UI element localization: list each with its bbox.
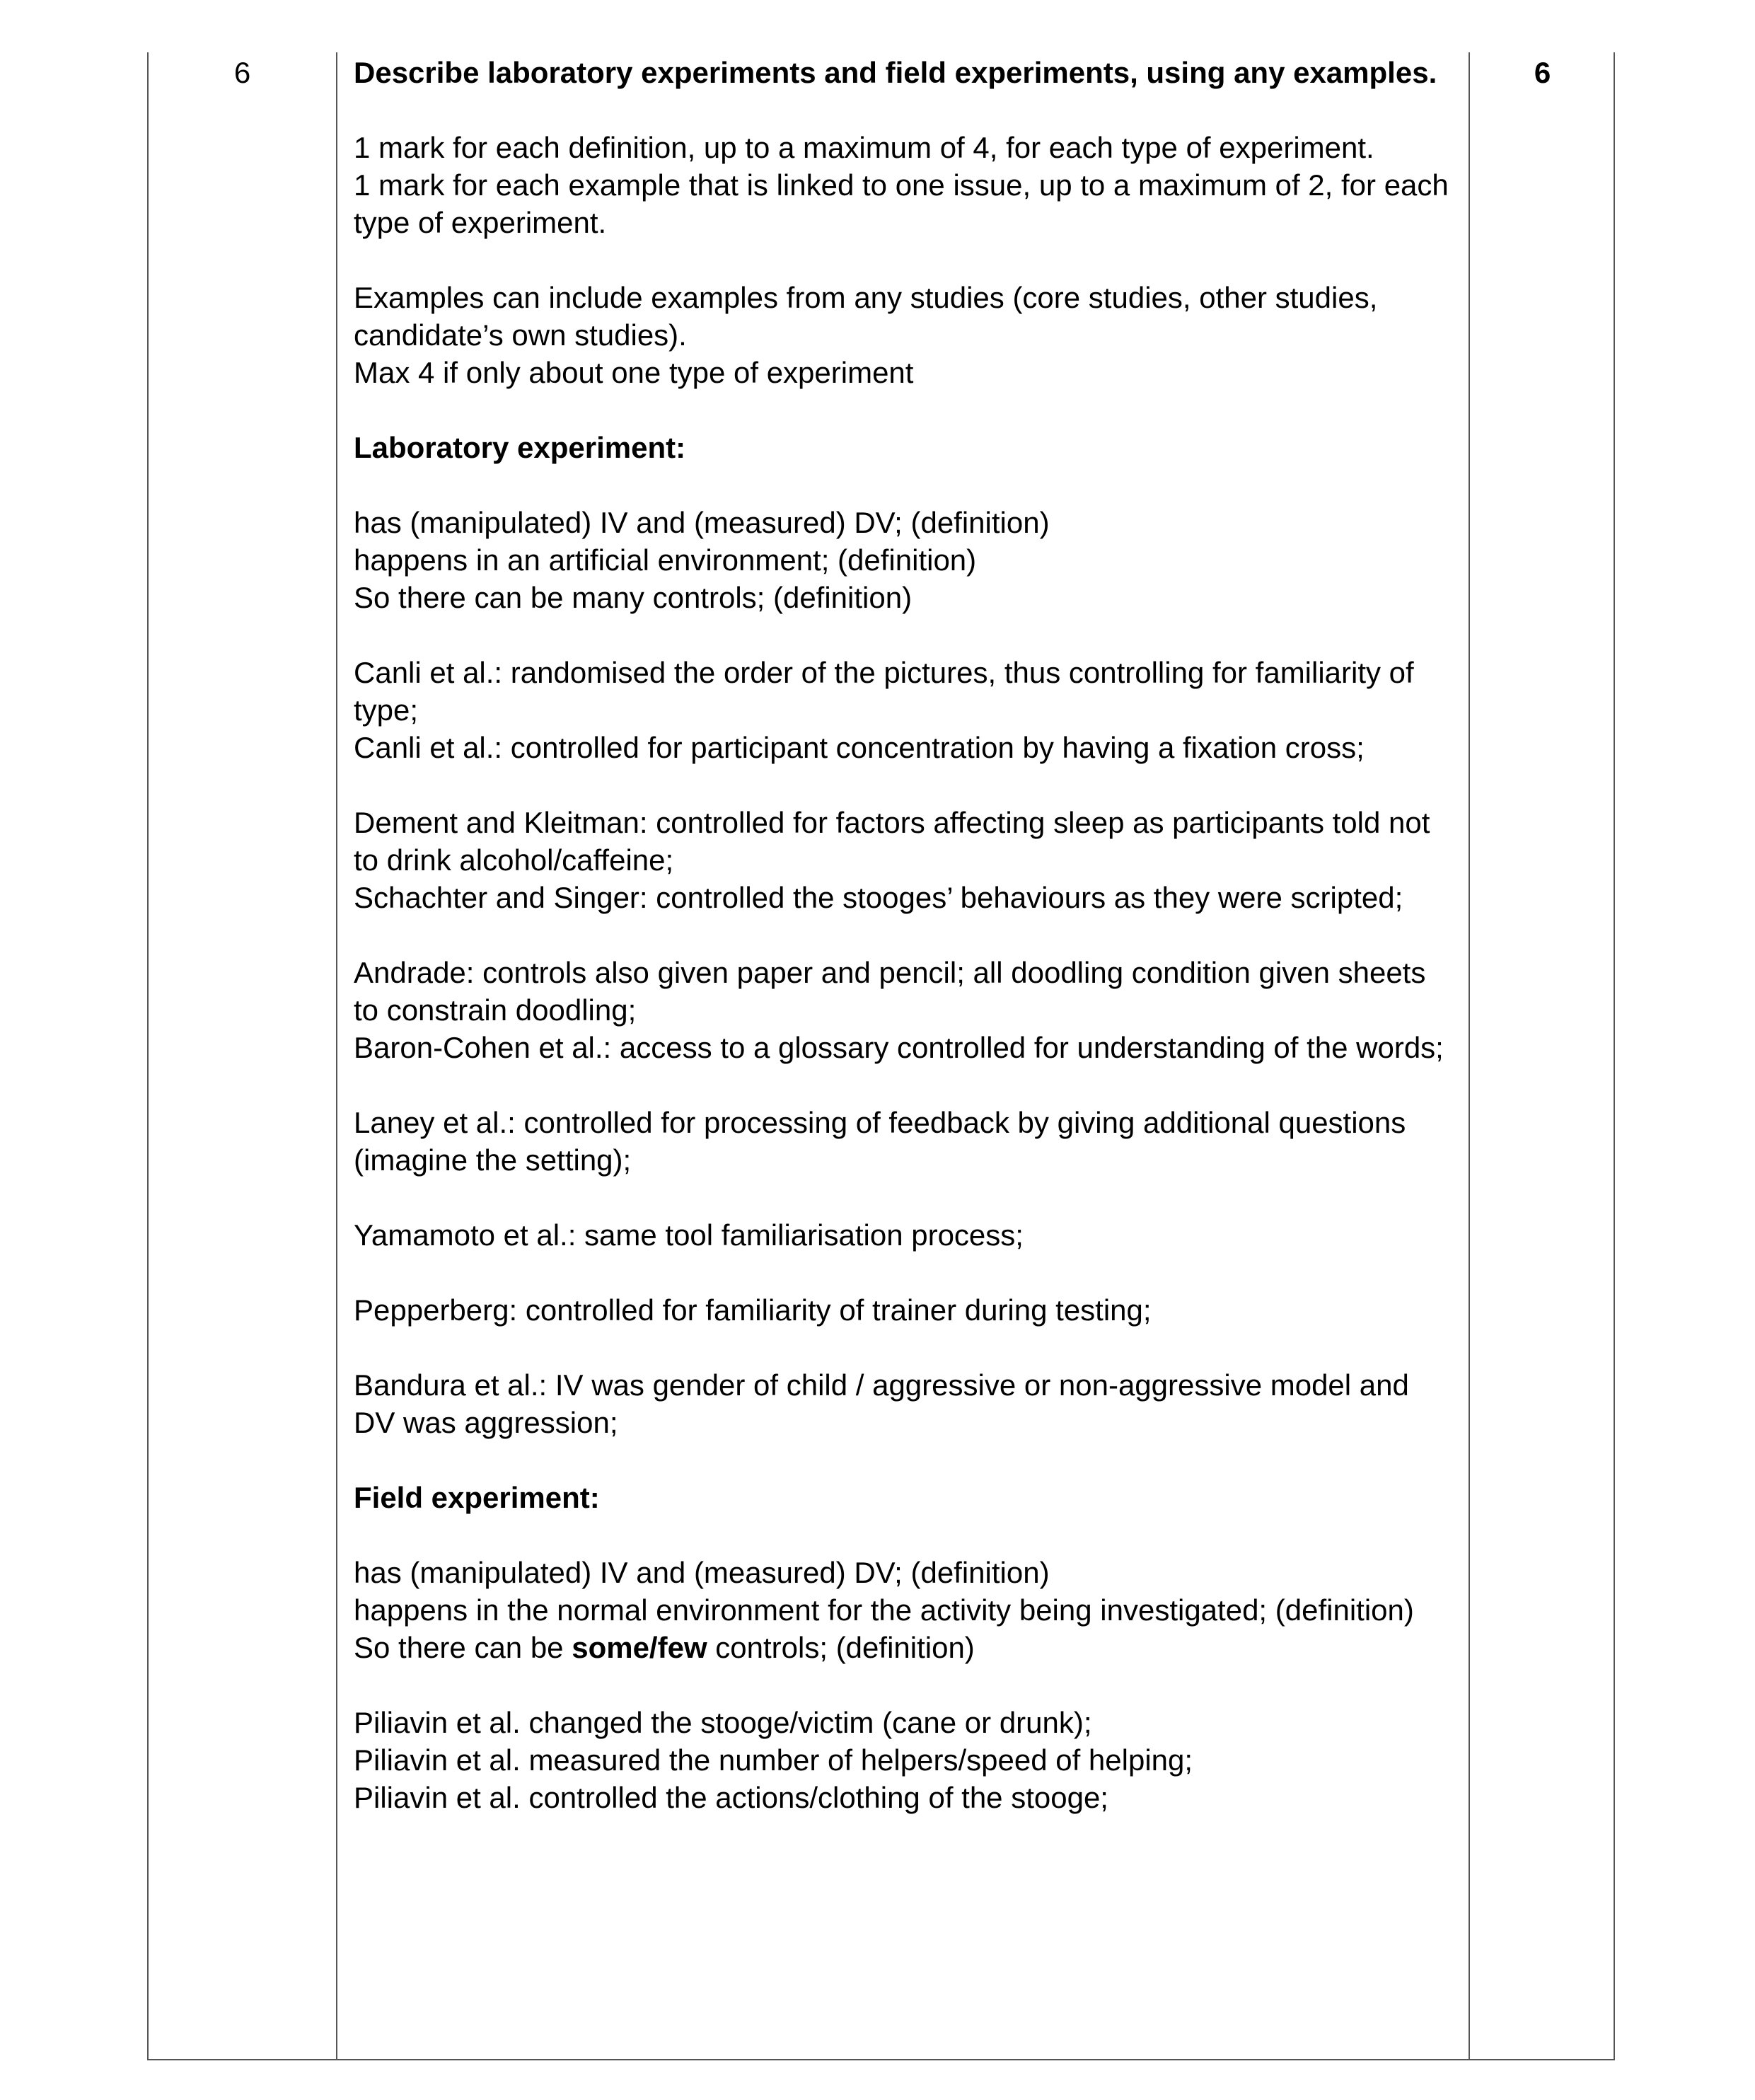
mark-scheme-table [147,52,1615,2060]
definition-emphasis: some/few [572,1631,707,1664]
example-line: Canli et al.: randomised the order of the pictures, thus controlling for familiarity of type; [354,656,1414,727]
lab-example-yamamoto: Yamamoto et al.: same tool familiarisation process; [354,1218,1024,1252]
guidance-line: 1 mark for each definition, up to a maximum of 4, for each type of experiment. [354,131,1374,164]
definition-text: So there can be [354,1631,572,1664]
definition-line [354,1631,975,1664]
lab-example-laney: Laney et al.: controlled for processing of feedback by giving additional questions (imagine the setting); [354,1106,1406,1177]
lab-examples-sleep-emotion [354,804,1457,916]
question-prompt: Describe laboratory experiments and field experiments, using any examples. [354,56,1437,89]
column-divider [336,52,337,2059]
answer-content [354,54,1457,1816]
lab-examples-andrade-baron-cohen [354,954,1457,1066]
lab-definitions [354,504,1457,616]
field-heading: Field experiment: [354,1481,600,1514]
guidance-line: 1 mark for each example that is linked to one issue, up to a maximum of 2, for each type of experiment. [354,168,1449,239]
definition-line: So there can be many controls; (definition) [354,581,913,614]
example-line: Piliavin et al. changed the stooge/victim (cane or drunk); [354,1706,1092,1739]
guidance-line: Max 4 if only about one type of experiment [354,356,914,389]
question-number: 6 [233,56,251,89]
example-line: Schachter and Singer: controlled the stooges’ behaviours as they were scripted; [354,881,1403,914]
lab-examples-canli [354,654,1457,766]
definition-line: has (manipulated) IV and (measured) DV; (definition) [354,1556,1050,1589]
example-line: Piliavin et al. measured the number of helpers/speed of helping; [354,1743,1193,1777]
marking-guidance [354,129,1457,241]
examples-guidance [354,279,1457,391]
definition-line: happens in an artificial environment; (definition) [354,543,977,577]
lab-example-bandura: Bandura et al.: IV was gender of child / aggressive or non-aggressive model and DV was aggression; [354,1368,1409,1439]
guidance-line: Examples can include examples from any studies (core studies, other studies, candidate’s own studies). [354,281,1378,352]
example-line: Canli et al.: controlled for participant concentration by having a fixation cross; [354,731,1365,764]
lab-example-pepperberg: Pepperberg: controlled for familiarity of trainer during testing; [354,1293,1152,1327]
example-line: Dement and Kleitman: controlled for factors affecting sleep as participants told not to drink alcohol/caffeine; [354,806,1430,877]
lab-heading: Laboratory experiment: [354,431,686,464]
column-divider [1469,52,1470,2059]
example-line: Andrade: controls also given paper and pencil; all doodling condition given sheets to constrain doodling; [354,956,1426,1027]
definition-line: happens in the normal environment for the activity being investigated; (definition) [354,1593,1414,1627]
example-line: Piliavin et al. controlled the actions/clothing of the stooge; [354,1781,1108,1814]
field-examples-piliavin [354,1704,1457,1816]
definition-line: has (manipulated) IV and (measured) DV; (definition) [354,506,1050,539]
marks-total: 6 [1534,56,1551,89]
definition-text: controls; (definition) [707,1631,975,1664]
field-definitions [354,1554,1457,1666]
example-line: Baron-Cohen et al.: access to a glossary controlled for understanding of the words; [354,1031,1444,1064]
